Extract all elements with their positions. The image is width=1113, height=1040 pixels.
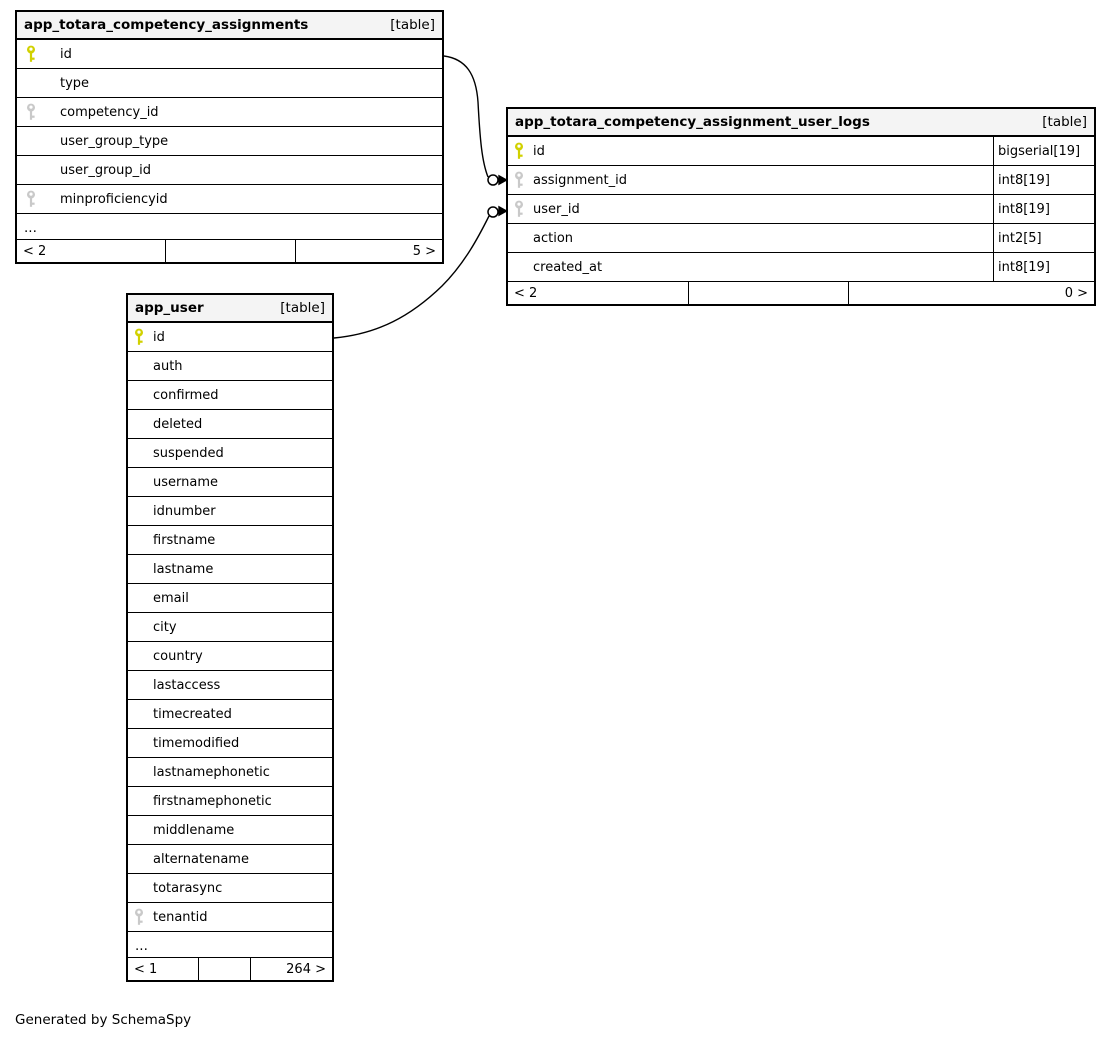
- fk-connector-assignment-id: [444, 56, 508, 185]
- column-row: [128, 845, 332, 874]
- column-name: email: [153, 590, 189, 606]
- column-row: [128, 758, 332, 787]
- table-header: [17, 12, 442, 40]
- column-row: [128, 555, 332, 584]
- column-row: [508, 253, 1094, 282]
- column-name: id: [533, 143, 545, 159]
- related-count-right: 0 >: [848, 282, 1094, 304]
- foreign-key-icon: [128, 908, 153, 926]
- column-name: user_group_id: [60, 162, 151, 178]
- column-row: [508, 137, 1094, 166]
- foreign-key-icon: [508, 171, 533, 189]
- column-name: deleted: [153, 416, 203, 432]
- table-footer: [508, 282, 1094, 304]
- table-footer: [17, 240, 442, 262]
- primary-key-icon: [128, 328, 153, 346]
- truncated-columns-row: ...: [128, 932, 332, 958]
- table-tag: [table]: [1042, 114, 1087, 130]
- column-row: [17, 185, 442, 214]
- column-name: minproficiencyid: [60, 191, 168, 207]
- related-count-left: < 2: [23, 243, 47, 259]
- column-row: [508, 195, 1094, 224]
- column-row: [128, 874, 332, 903]
- column-name: totarasync: [153, 880, 223, 896]
- column-name: lastnamephonetic: [153, 764, 270, 780]
- column-row: [128, 497, 332, 526]
- table-tag: [table]: [390, 17, 435, 33]
- column-row: [128, 700, 332, 729]
- table-header: [508, 109, 1094, 137]
- column-row: [128, 613, 332, 642]
- column-type: int8[19]: [993, 253, 1094, 281]
- column-row: [17, 69, 442, 98]
- column-name: id: [60, 46, 72, 62]
- column-row: [128, 381, 332, 410]
- column-name: timemodified: [153, 735, 240, 751]
- column-name: auth: [153, 358, 183, 374]
- column-row: [128, 816, 332, 845]
- column-type: bigserial[19]: [993, 137, 1094, 165]
- table-name[interactable]: app_totara_competency_assignments: [24, 17, 309, 33]
- column-name: confirmed: [153, 387, 219, 403]
- primary-key-icon: [508, 142, 533, 160]
- column-name: action: [533, 230, 574, 246]
- column-name: competency_id: [60, 104, 159, 120]
- footer-spacer: [165, 240, 295, 262]
- table-header: [128, 295, 332, 323]
- footer-spacer: [688, 282, 848, 304]
- related-count-left: < 1: [134, 961, 158, 977]
- column-name: assignment_id: [533, 172, 627, 188]
- column-name: city: [153, 619, 177, 635]
- column-row: [17, 98, 442, 127]
- column-row: [128, 729, 332, 758]
- related-count-right: 5 >: [295, 240, 442, 262]
- column-row: [17, 127, 442, 156]
- column-name: lastname: [153, 561, 214, 577]
- column-name: username: [153, 474, 218, 490]
- column-name: id: [153, 329, 165, 345]
- primary-key-icon: [17, 45, 60, 63]
- column-row: [128, 642, 332, 671]
- column-name: user_id: [533, 201, 580, 217]
- column-name: suspended: [153, 445, 224, 461]
- column-row: [508, 166, 1094, 195]
- column-name: type: [60, 75, 90, 91]
- column-row: [128, 439, 332, 468]
- column-name: lastaccess: [153, 677, 221, 693]
- column-name: alternatename: [153, 851, 249, 867]
- column-type: int2[5]: [993, 224, 1094, 252]
- footer-spacer: [198, 958, 250, 980]
- column-row: [508, 224, 1094, 253]
- column-row: [128, 584, 332, 613]
- column-name: timecreated: [153, 706, 232, 722]
- column-row: [128, 526, 332, 555]
- column-name: idnumber: [153, 503, 216, 519]
- column-type: int8[19]: [993, 166, 1094, 194]
- column-type: int8[19]: [993, 195, 1094, 223]
- foreign-key-icon: [17, 103, 60, 121]
- generated-by-note: Generated by SchemaSpy: [15, 1012, 192, 1028]
- table-node-app_user[interactable]: [126, 293, 334, 982]
- column-row: [128, 468, 332, 497]
- column-row: [128, 787, 332, 816]
- column-row: [17, 156, 442, 185]
- column-row: [128, 410, 332, 439]
- column-row: [128, 323, 332, 352]
- foreign-key-icon: [17, 190, 60, 208]
- column-name: firstname: [153, 532, 216, 548]
- column-row: [128, 352, 332, 381]
- related-count-right: 264 >: [250, 958, 332, 980]
- table-node-app_totara_competency_assignments[interactable]: [15, 10, 444, 264]
- table-tag: [table]: [280, 300, 325, 316]
- column-row: [17, 40, 442, 69]
- table-name[interactable]: app_totara_competency_assignment_user_logs: [515, 114, 870, 130]
- table-footer: [128, 958, 332, 980]
- column-name: firstnamephonetic: [153, 793, 272, 809]
- table-name[interactable]: app_user: [135, 300, 204, 316]
- column-row: [128, 903, 332, 932]
- column-name: middlename: [153, 822, 235, 838]
- truncated-columns-row: ...: [17, 214, 442, 240]
- column-name: tenantid: [153, 909, 208, 925]
- related-count-left: < 2: [514, 285, 538, 301]
- column-row: [128, 671, 332, 700]
- column-name: country: [153, 648, 203, 664]
- foreign-key-icon: [508, 200, 533, 218]
- column-name: user_group_type: [60, 133, 169, 149]
- column-name: created_at: [533, 259, 603, 275]
- table-node-app_totara_competency_assignment_user_logs[interactable]: [506, 107, 1096, 306]
